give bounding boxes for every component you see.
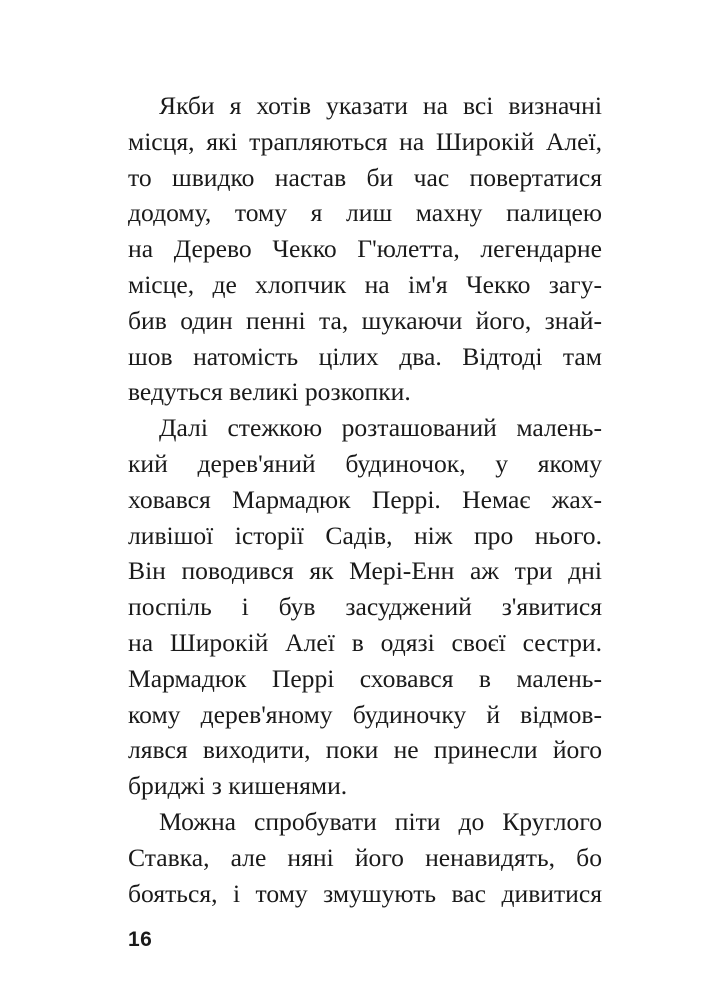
text-line: то швидко настав би час повертатися bbox=[128, 162, 602, 192]
text-line: поспіль і був засуджений з'явитися bbox=[128, 592, 602, 622]
text-line: Далі стежкою розташований малень- bbox=[159, 413, 602, 443]
text-line: ведуться великі розкопки. bbox=[128, 377, 411, 407]
text-line: кому дерев'яному будиночку й відмов- bbox=[128, 699, 602, 729]
text-line: Він поводився як Мері-Енн аж три дні bbox=[128, 556, 602, 586]
text-line: бриджі з кишенями. bbox=[128, 771, 348, 801]
text-line: місце, де хлопчик на ім'я Чекко загу- bbox=[128, 269, 602, 299]
text-line: ховався Мармадюк Перрі. Немає жах- bbox=[128, 484, 602, 514]
text-line: на Дерево Чекко Г'юлетта, легендарне bbox=[128, 234, 602, 264]
page-number: 16 bbox=[128, 928, 153, 951]
text-line: додому, тому я лиш махну палицею bbox=[128, 198, 602, 228]
text-line: бояться, і тому змушують вас дивитися bbox=[128, 878, 602, 908]
text-line: кий дерев'яний будиночок, у якому bbox=[128, 448, 602, 478]
text-line: Ставка, але няні його ненавидять, бо bbox=[128, 842, 602, 872]
text-line: лявся виходити, поки не принесли його bbox=[128, 735, 602, 765]
text-line: бив один пенні та, шукаючи його, знай- bbox=[128, 305, 602, 335]
text-line: місця, які трапляються на Широкій Алеї, bbox=[128, 126, 602, 156]
text-line: Можна спробувати піти до Круглого bbox=[159, 806, 602, 836]
text-line: на Широкій Алеї в одязі своєї сестри. bbox=[128, 627, 602, 657]
text-line: Мармадюк Перрі сховався в малень- bbox=[128, 663, 602, 693]
text-line: ливішої історії Садів, ніж про нього. bbox=[128, 520, 602, 550]
text-line: Якби я хотів указати на всі визначні bbox=[159, 91, 602, 120]
text-line: шов натомість цілих два. Відтоді там bbox=[128, 341, 602, 371]
body-text bbox=[128, 88, 602, 911]
